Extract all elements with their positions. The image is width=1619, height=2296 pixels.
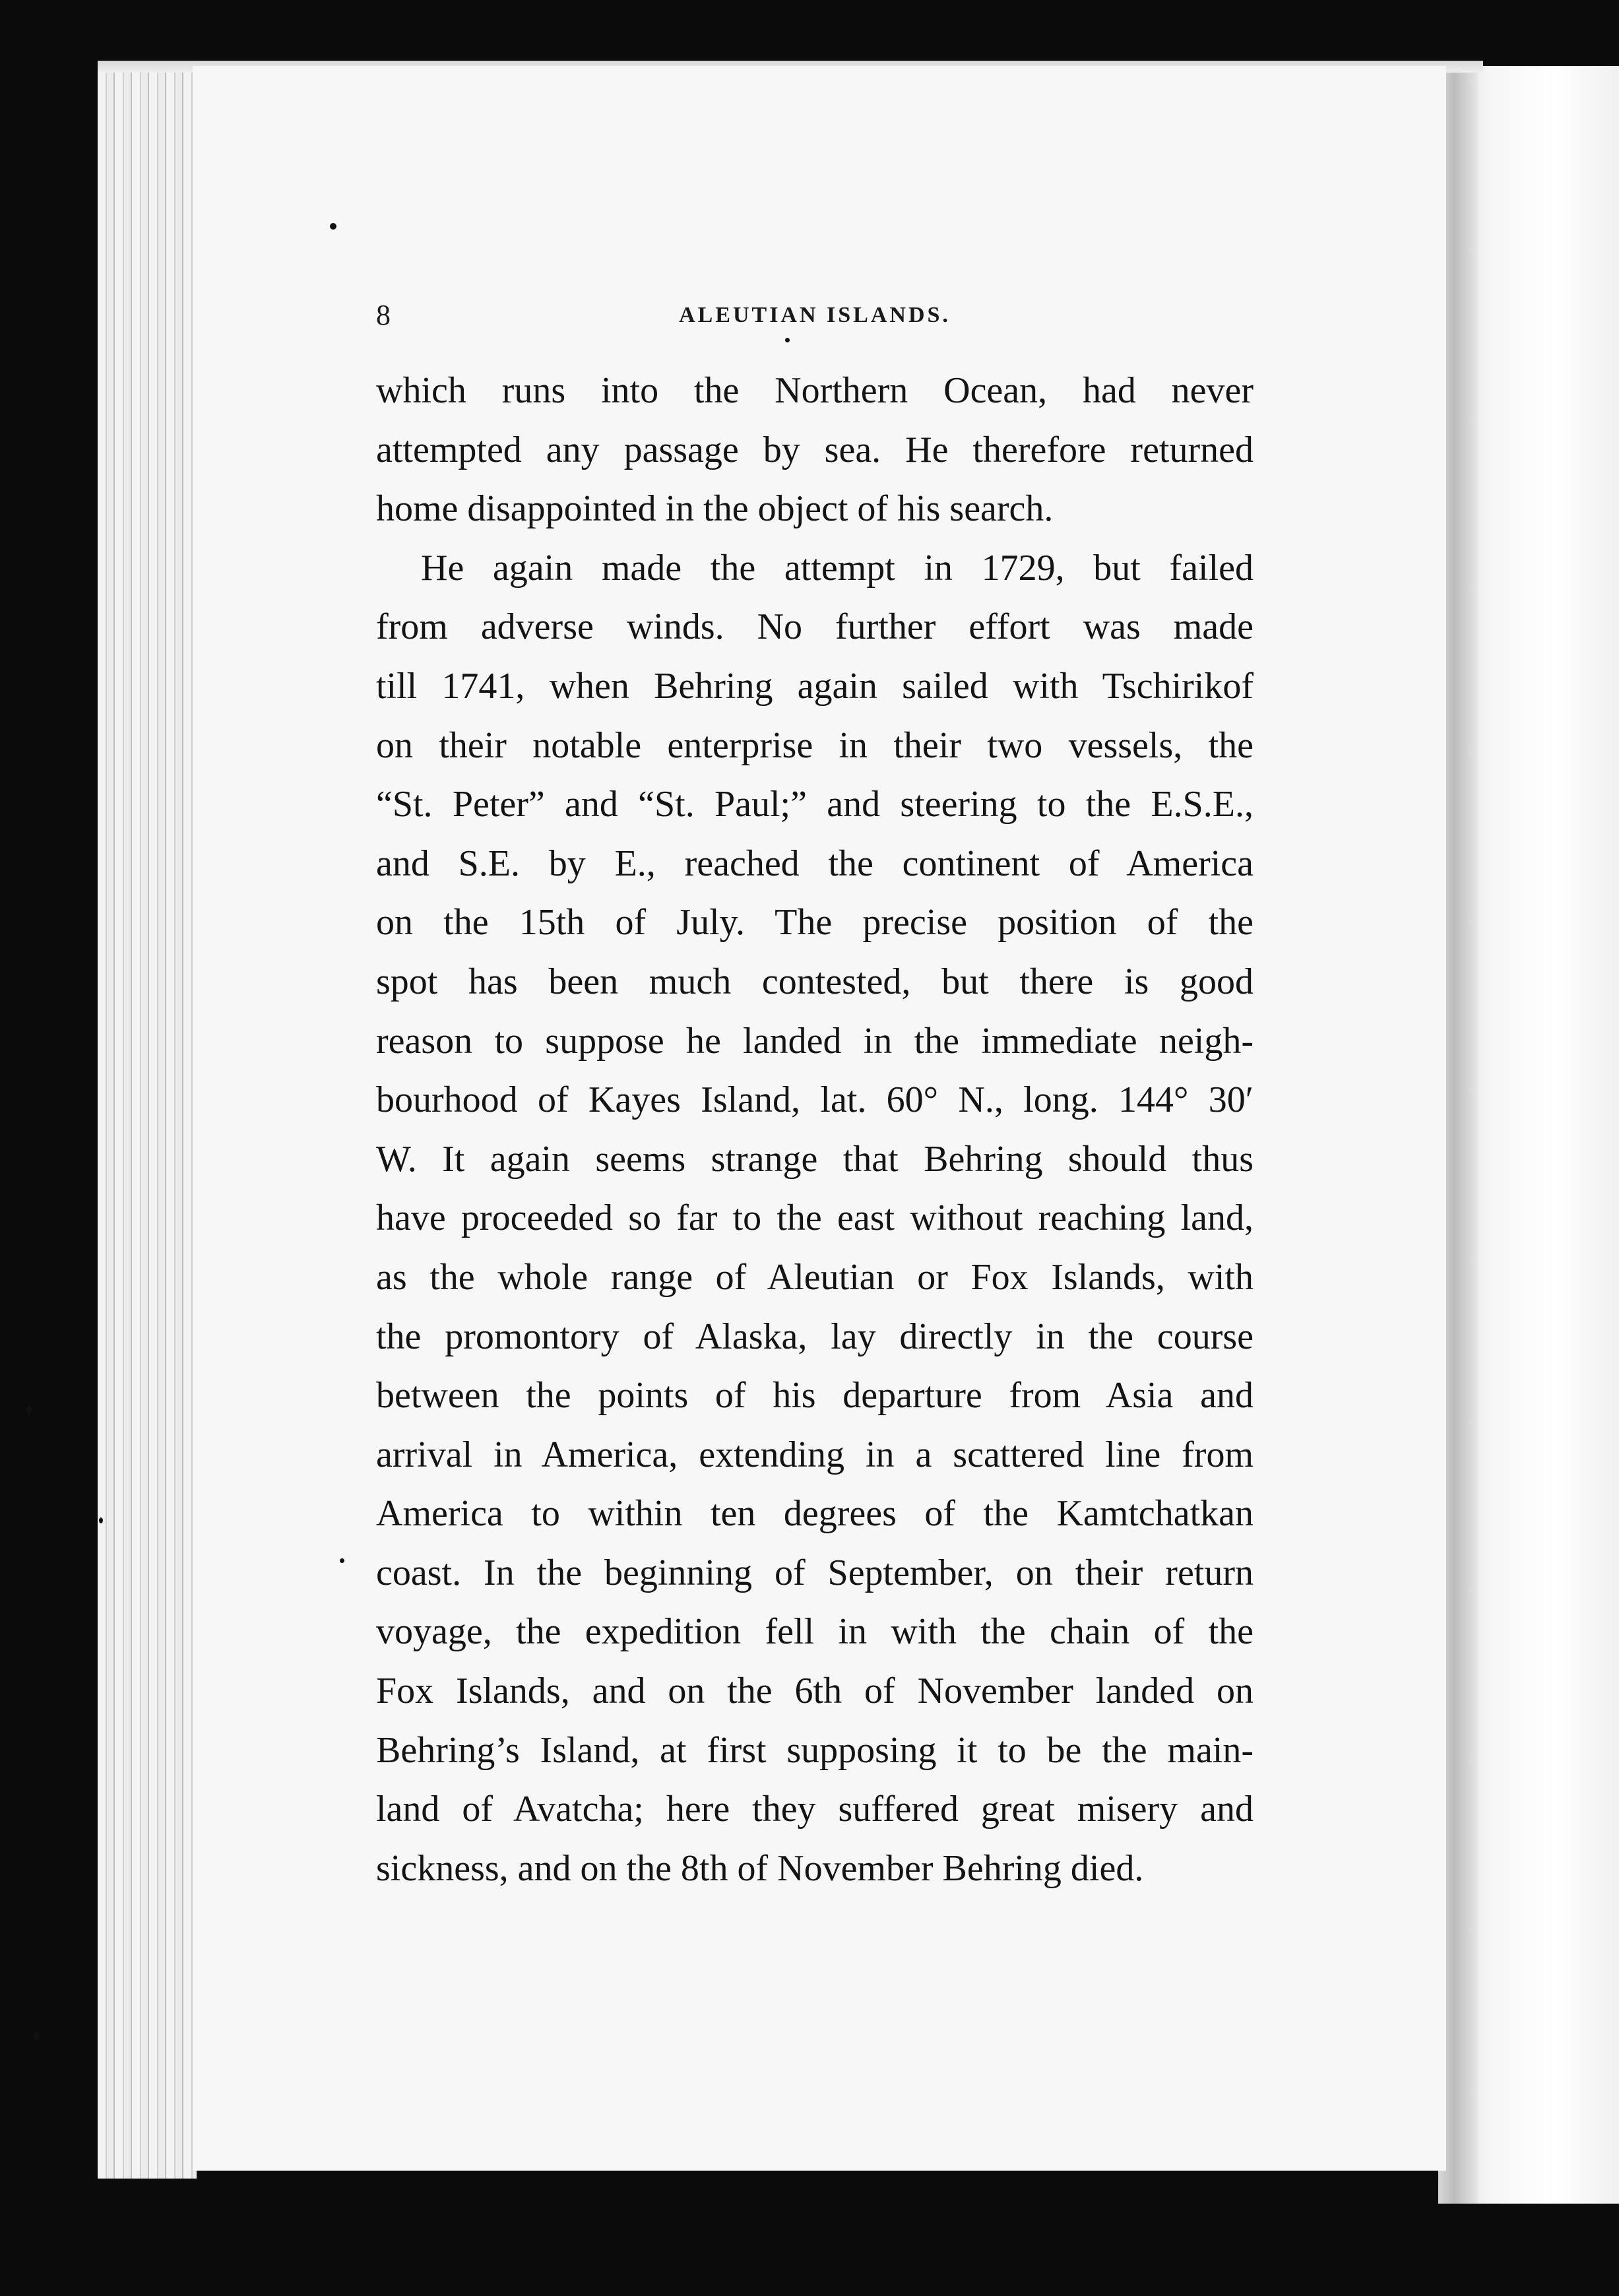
page-edges-stack: [98, 61, 197, 2179]
text-line: attempted any passage by sea. He therefore returned: [376, 429, 1254, 470]
text-line: voyage, the expedition fell in with the chain of the: [376, 1611, 1254, 1653]
text-line: coast. In the beginning of September, on their return: [376, 1552, 1254, 1593]
text-line: reason to suppose he landed in the immediate neigh-: [376, 1020, 1254, 1062]
text-line: as the whole range of Aleutian or Fox Islands, with: [376, 1256, 1254, 1298]
running-head: [376, 296, 1254, 335]
running-title: ALEUTIAN ISLANDS.: [679, 303, 951, 327]
text-line: W. It again seems strange that Behring should thus: [376, 1138, 1254, 1180]
text-line: land of Avatcha; here they suffered great misery and: [376, 1789, 1254, 1830]
text-line: which runs into the Northern Ocean, had never: [376, 370, 1254, 411]
text-line: between the points of his departure from Asia and: [376, 1375, 1254, 1417]
text-line: on the 15th of July. The precise position of the: [376, 902, 1254, 943]
text-line: America to within ten degrees of the Kamtchatkan: [376, 1493, 1254, 1535]
text-line: “St. Peter” and “St. Paul;” and steering to the E.S.E.,: [376, 784, 1254, 825]
text-line: home disappointed in the object of his search.: [376, 488, 1054, 530]
text-line: from adverse winds. No further effort was made: [376, 606, 1254, 648]
facing-page-edge: [1458, 66, 1619, 2204]
scan-speck: [785, 338, 790, 342]
text-line: He again made the attempt in 1729, but failed: [421, 547, 1254, 589]
scan-speck: [33, 2032, 40, 2040]
text-line: till 1741, when Behring again sailed with Tschirikof: [376, 665, 1254, 707]
text-line: Fox Islands, and on the 6th of November landed on: [376, 1671, 1254, 1712]
text-line: arrival in America, extending in a scattered line from: [376, 1434, 1254, 1475]
text-line: bourhood of Kayes Island, lat. 60° N., long. 144° 30′: [376, 1079, 1254, 1121]
text-line: spot has been much contested, but there is good: [376, 961, 1254, 1002]
scan-speck: [340, 1558, 344, 1563]
scan-speck: [26, 1405, 32, 1415]
scan-speck: [99, 1517, 103, 1523]
page-number: 8: [376, 299, 391, 331]
text-line: sickness, and on the 8th of November Behring died.: [376, 1847, 1144, 1889]
text-line: have proceeded so far to the east without reaching land,: [376, 1197, 1254, 1239]
text-line: on their notable enterprise in their two vessels, the: [376, 724, 1254, 766]
text-line: Behring’s Island, at first supposing it to be the main-: [376, 1729, 1254, 1771]
scan-speck: [330, 223, 336, 230]
text-line: and S.E. by E., reached the continent of America: [376, 843, 1254, 884]
body-text: [376, 362, 1254, 1898]
text-line: the promontory of Alaska, lay directly in the course: [376, 1316, 1254, 1357]
